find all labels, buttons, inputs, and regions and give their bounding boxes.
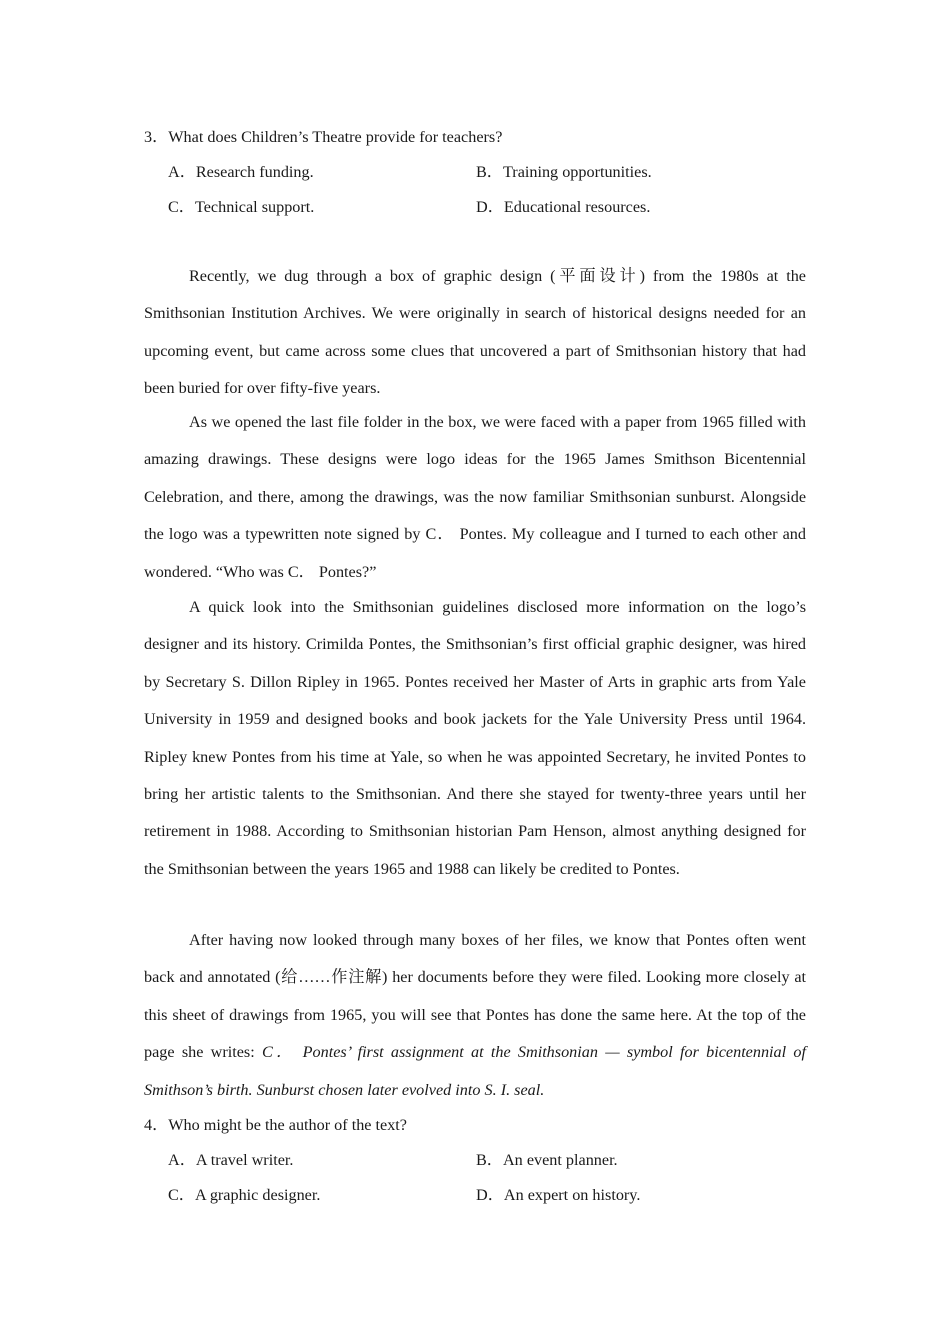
q3-option-b: B．Training opportunities.	[476, 163, 652, 181]
q4-option-a: A．A travel writer.	[168, 1151, 294, 1169]
q3-option-d: D．Educational resources.	[476, 198, 651, 216]
passage-paragraph-2: As we opened the last file folder in the box, we were faced with a paper from 1965 filled with amazing drawings. These designs were logo ideas for the 1965 James Smithson Bicentennial Celebration, and there, among the drawings, was the now familiar Smithsonian sunburst. Alongside the logo was a typewritten note signed by C． Pontes. My colleague and I turned to each other and wondered. “Who was C． Pontes?”	[144, 413, 806, 581]
q3-option-c: C．Technical support.	[168, 198, 315, 216]
passage-paragraph-1: Recently, we dug through a box of graphic design (平面设计) from the 1980s at the Smithsonian Institution Archives. We were originally in search of historical designs needed for an upcoming event, but came across some clues that uncovered a part of Smithsonian history that had been buried for over fifty-five years.	[144, 267, 806, 398]
q4-option-d: D．An expert on history.	[476, 1186, 641, 1204]
q4-option-b: B．An event planner.	[476, 1151, 618, 1169]
question-3-stem: 3．What does Children’s Theatre provide for teachers?	[144, 128, 503, 146]
paragraph-4-text: After having now looked through many boxes of her files, we know that Pontes often went back and annotated (给……作注解) her documents before they were filed. Looking more closely at this sheet of drawings from 1965, you will see that Pontes has done the same here. At the top of the page she writes:	[144, 931, 806, 1062]
question-4-stem: 4．Who might be the author of the text?	[144, 1116, 407, 1134]
passage-paragraph-4	[144, 922, 806, 1109]
q4-option-c: C．A graphic designer.	[168, 1186, 321, 1204]
q3-option-a: A．Research funding.	[168, 163, 314, 181]
passage-paragraph-3: A quick look into the Smithsonian guidelines disclosed more information on the logo’s designer and its history. Crimilda Pontes, the Smithsonian’s first official graphic designer, was hired by Secretary S. Dillon Ripley in 1965. Pontes received her Master of Arts in graphic arts from Yale University in 1959 and designed books and book jackets for the Yale University Press until 1964. Ripley knew Pontes from his time at Yale, so when he was appointed Secretary, he invited Pontes to bring her artistic talents to the Smithsonian. And there she stayed for twenty-three years until her retirement in 1988. According to Smithsonian historian Pam Henson, almost anything designed for the Smithsonian between the years 1965 and 1988 can likely be credited to Pontes.	[144, 598, 806, 878]
pontes-annotation-quote: C． Pontes’ first assignment at the Smithsonian — symbol for bicentennial of Smithson’s birth. Sunburst chosen later evolved into S. I. seal.	[144, 1043, 806, 1099]
